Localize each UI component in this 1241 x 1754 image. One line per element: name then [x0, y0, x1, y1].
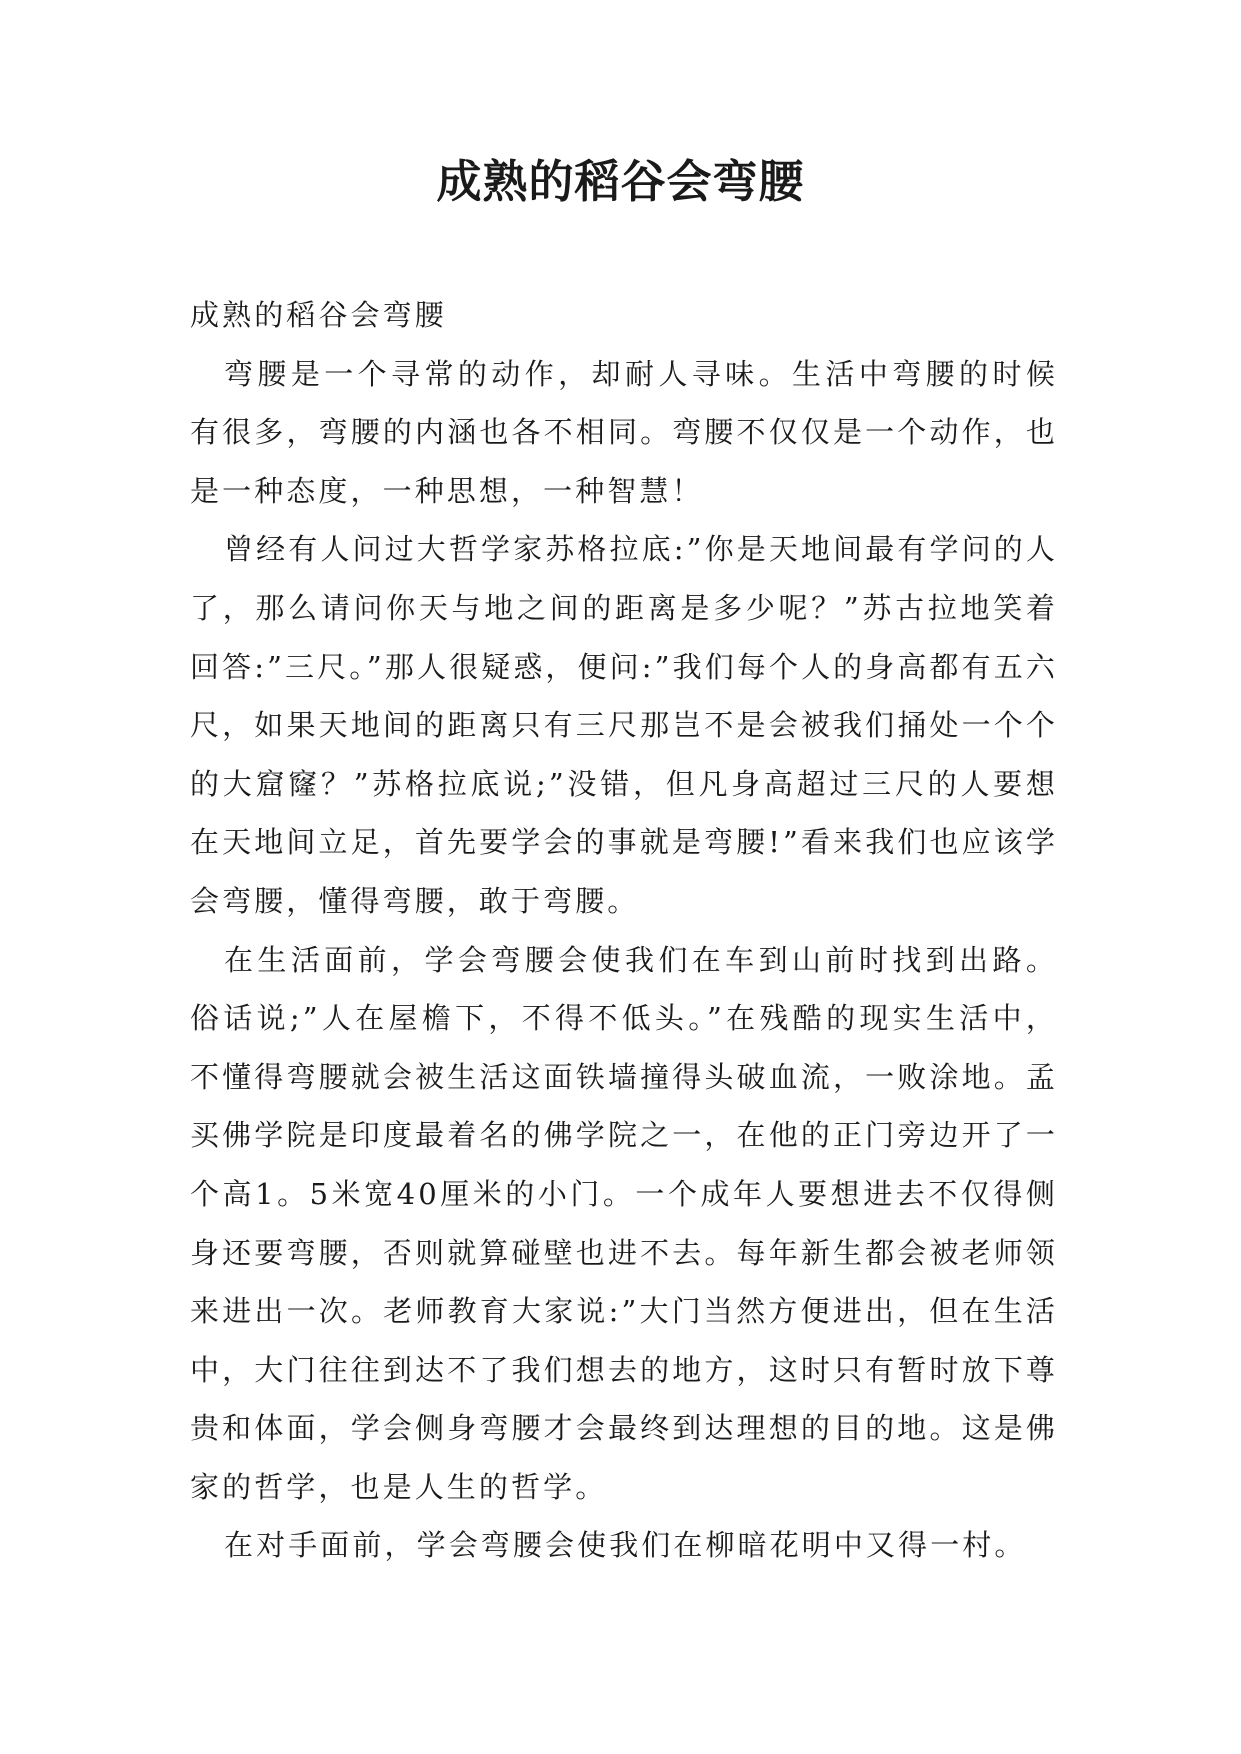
- body-paragraph: 曾经有人问过大哲学家苏格拉底:”你是天地间最有学问的人了，那么请问你天与地之间的距离是多少呢？”苏古拉地笑着回答:”三尺。”那人很疑惑，便问:”我们每个人的身高都有五六尺，如果天地间的距离只有三尺那岂不是会被我们捅处一个个的大窟窿？”苏格拉底说;”没错，但凡身高超过三尺的人要想在天地间立足，首先要学会的事就是弯腰!”看来我们也应该学会弯腰，懂得弯腰，敢于弯腰。: [190, 532, 1058, 918]
- body-paragraph: 在对手面前，学会弯腰会使我们在柳暗花明中又得一村。: [224, 1528, 1027, 1563]
- body-paragraph: 在生活面前，学会弯腰会使我们在车到山前时找到出路。俗话说;”人在屋檐下，不得不低头。”在残酷的现实生活中，不懂得弯腰就会被生活这面铁墙撞得头破血流，一败涂地。孟买佛学院是印度最着名的佛学院之一，在他的正门旁边开了一个高1。5米宽40厘米的小门。一个成年人要想进去不仅得侧身还要弯腰，否则就算碰壁也进不去。每年新生都会被老师领来进出一次。老师教育大家说:”大门当然方便进出，但在生活中，大门往往到达不了我们想去的地方，这时只有暂时放下尊贵和体面，学会侧身弯腰才会最终到达理想的目的地。这是佛家的哲学，也是人生的哲学。: [190, 942, 1058, 1504]
- body-paragraph: 弯腰是一个寻常的动作，却耐人寻味。生活中弯腰的时候有很多，弯腰的内涵也各不相同。弯腰不仅仅是一个动作，也是一种态度，一种思想，一种智慧！: [190, 356, 1058, 508]
- document-title: 成熟的稻谷会弯腰: [436, 155, 805, 208]
- subtitle-paragraph: 成熟的稻谷会弯腰: [190, 298, 447, 332]
- document-body: [190, 286, 1058, 1575]
